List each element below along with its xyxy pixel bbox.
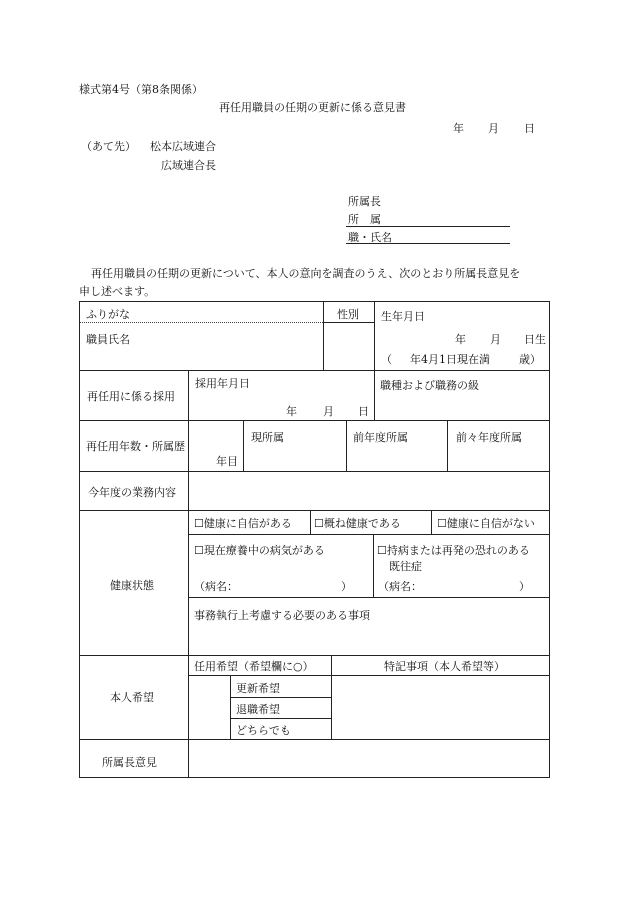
health-opt-col-2 — [431, 510, 432, 534]
health-option-confident[interactable]: ☐健康に自信がある — [194, 517, 292, 530]
illness-name-current: （病名： — [194, 580, 238, 593]
intro-line-1: 再任用職員の任期の更新について、本人の意向を調査のうえ、次のとおり所属長意見を — [91, 267, 521, 280]
history-col-2 — [346, 420, 347, 471]
health-option-not-confident[interactable]: ☐健康に自信がない — [437, 517, 535, 530]
row-line-1 — [80, 370, 549, 371]
history-col-3 — [447, 420, 448, 471]
row-line-2 — [80, 420, 549, 421]
age-text: 年4月1日現在満 — [410, 353, 490, 366]
hire-month: 月 — [323, 405, 334, 418]
special-notes-label: 特記事項（本人希望等） — [384, 660, 505, 673]
dob-month: 月 — [490, 333, 501, 346]
wish-label: 本人希望 — [110, 691, 154, 704]
health-label: 健康状態 — [110, 579, 154, 592]
duties-label: 今年度の業務内容 — [88, 486, 176, 499]
opinion-form — [79, 301, 550, 778]
sex-left-line — [323, 302, 324, 370]
history-label: 再任用年数・所属歴 — [86, 440, 185, 453]
row-line-4 — [80, 510, 549, 511]
illness-history-check[interactable]: ☐持病または再発の恐れのある — [377, 544, 530, 557]
sex-divider — [323, 322, 374, 323]
name-line — [346, 243, 510, 244]
prev-dept-label: 前年度所属 — [353, 431, 408, 444]
wish-option-retire[interactable]: 退職希望 — [236, 703, 280, 716]
prev2-dept-label: 前々年度所属 — [456, 431, 522, 444]
date-day-label: 日 — [524, 122, 535, 135]
date-month-label: 月 — [488, 122, 499, 135]
addressee-org: 松本広域連合 — [150, 140, 216, 153]
wish-option-renew[interactable]: 更新希望 — [236, 682, 280, 695]
row-line-3 — [80, 471, 549, 472]
supervisor-opinion-label: 所属長意見 — [102, 756, 157, 769]
job-grade-label: 職種および職務の級 — [380, 379, 479, 392]
illness-col — [373, 534, 374, 597]
wish-col — [331, 655, 332, 739]
sex-label: 性別 — [337, 308, 359, 321]
furigana-label: ふりがな — [86, 308, 130, 321]
dept-label: 所 属 — [348, 213, 381, 226]
hire-day: 日 — [358, 405, 369, 418]
label-col-line — [188, 370, 189, 778]
addressee-prefix: （あて先） — [81, 140, 136, 153]
age-open: （ — [381, 353, 392, 366]
illness-close-current: ） — [341, 580, 352, 593]
health-option-mostly[interactable]: ☐概ね健康である — [314, 517, 401, 530]
job-grade-line — [374, 370, 375, 420]
dob-label: 生年月日 — [381, 310, 425, 323]
rehire-label: 再任用に係る採用 — [87, 390, 175, 403]
illness-close-history: ） — [519, 580, 530, 593]
page-title: 再任用職員の任期の更新に係る意見書 — [219, 101, 406, 114]
row-line-6 — [80, 739, 549, 740]
hire-year: 年 — [286, 405, 297, 418]
wish-option-either[interactable]: どちらでも — [236, 724, 291, 737]
sex-right-line — [374, 302, 375, 370]
health-opt-line — [188, 534, 549, 535]
form-number: 様式第4号（第8条関係） — [79, 83, 203, 96]
dob-year: 年 — [455, 333, 466, 346]
addressee-title: 広域連合長 — [161, 159, 216, 172]
wish-header-line — [188, 675, 549, 676]
dob-day: 日生 — [524, 333, 546, 346]
health-illness-line — [188, 597, 549, 598]
current-dept-label: 現所属 — [251, 431, 284, 444]
hire-date-label: 採用年月日 — [195, 377, 250, 390]
intro-line-2: 申し述べます。 — [79, 285, 156, 298]
age-close: 歳） — [519, 353, 541, 366]
row-line-5 — [80, 655, 549, 656]
employee-name-label: 職員氏名 — [86, 333, 130, 346]
wish-mark-col — [230, 675, 231, 739]
wish-header: 任用希望（希望欄に○） — [194, 660, 314, 673]
years-unit: 年目 — [216, 455, 238, 468]
health-opt-col-1 — [310, 510, 311, 534]
illness-name-history: （病名： — [378, 580, 422, 593]
illness-history-line-2: 既往症 — [389, 560, 422, 573]
date-year-label: 年 — [453, 122, 464, 135]
name-label: 職・氏名 — [348, 231, 392, 244]
illness-current-check[interactable]: ☐現在療養中の病気がある — [194, 544, 325, 557]
wish-line-1 — [230, 697, 331, 698]
history-col-1 — [243, 420, 244, 471]
consideration-label: 事務執行上考慮する必要のある事項 — [194, 609, 370, 622]
dept-line — [346, 226, 510, 227]
submitter-role: 所属長 — [348, 195, 381, 208]
wish-line-2 — [230, 718, 331, 719]
